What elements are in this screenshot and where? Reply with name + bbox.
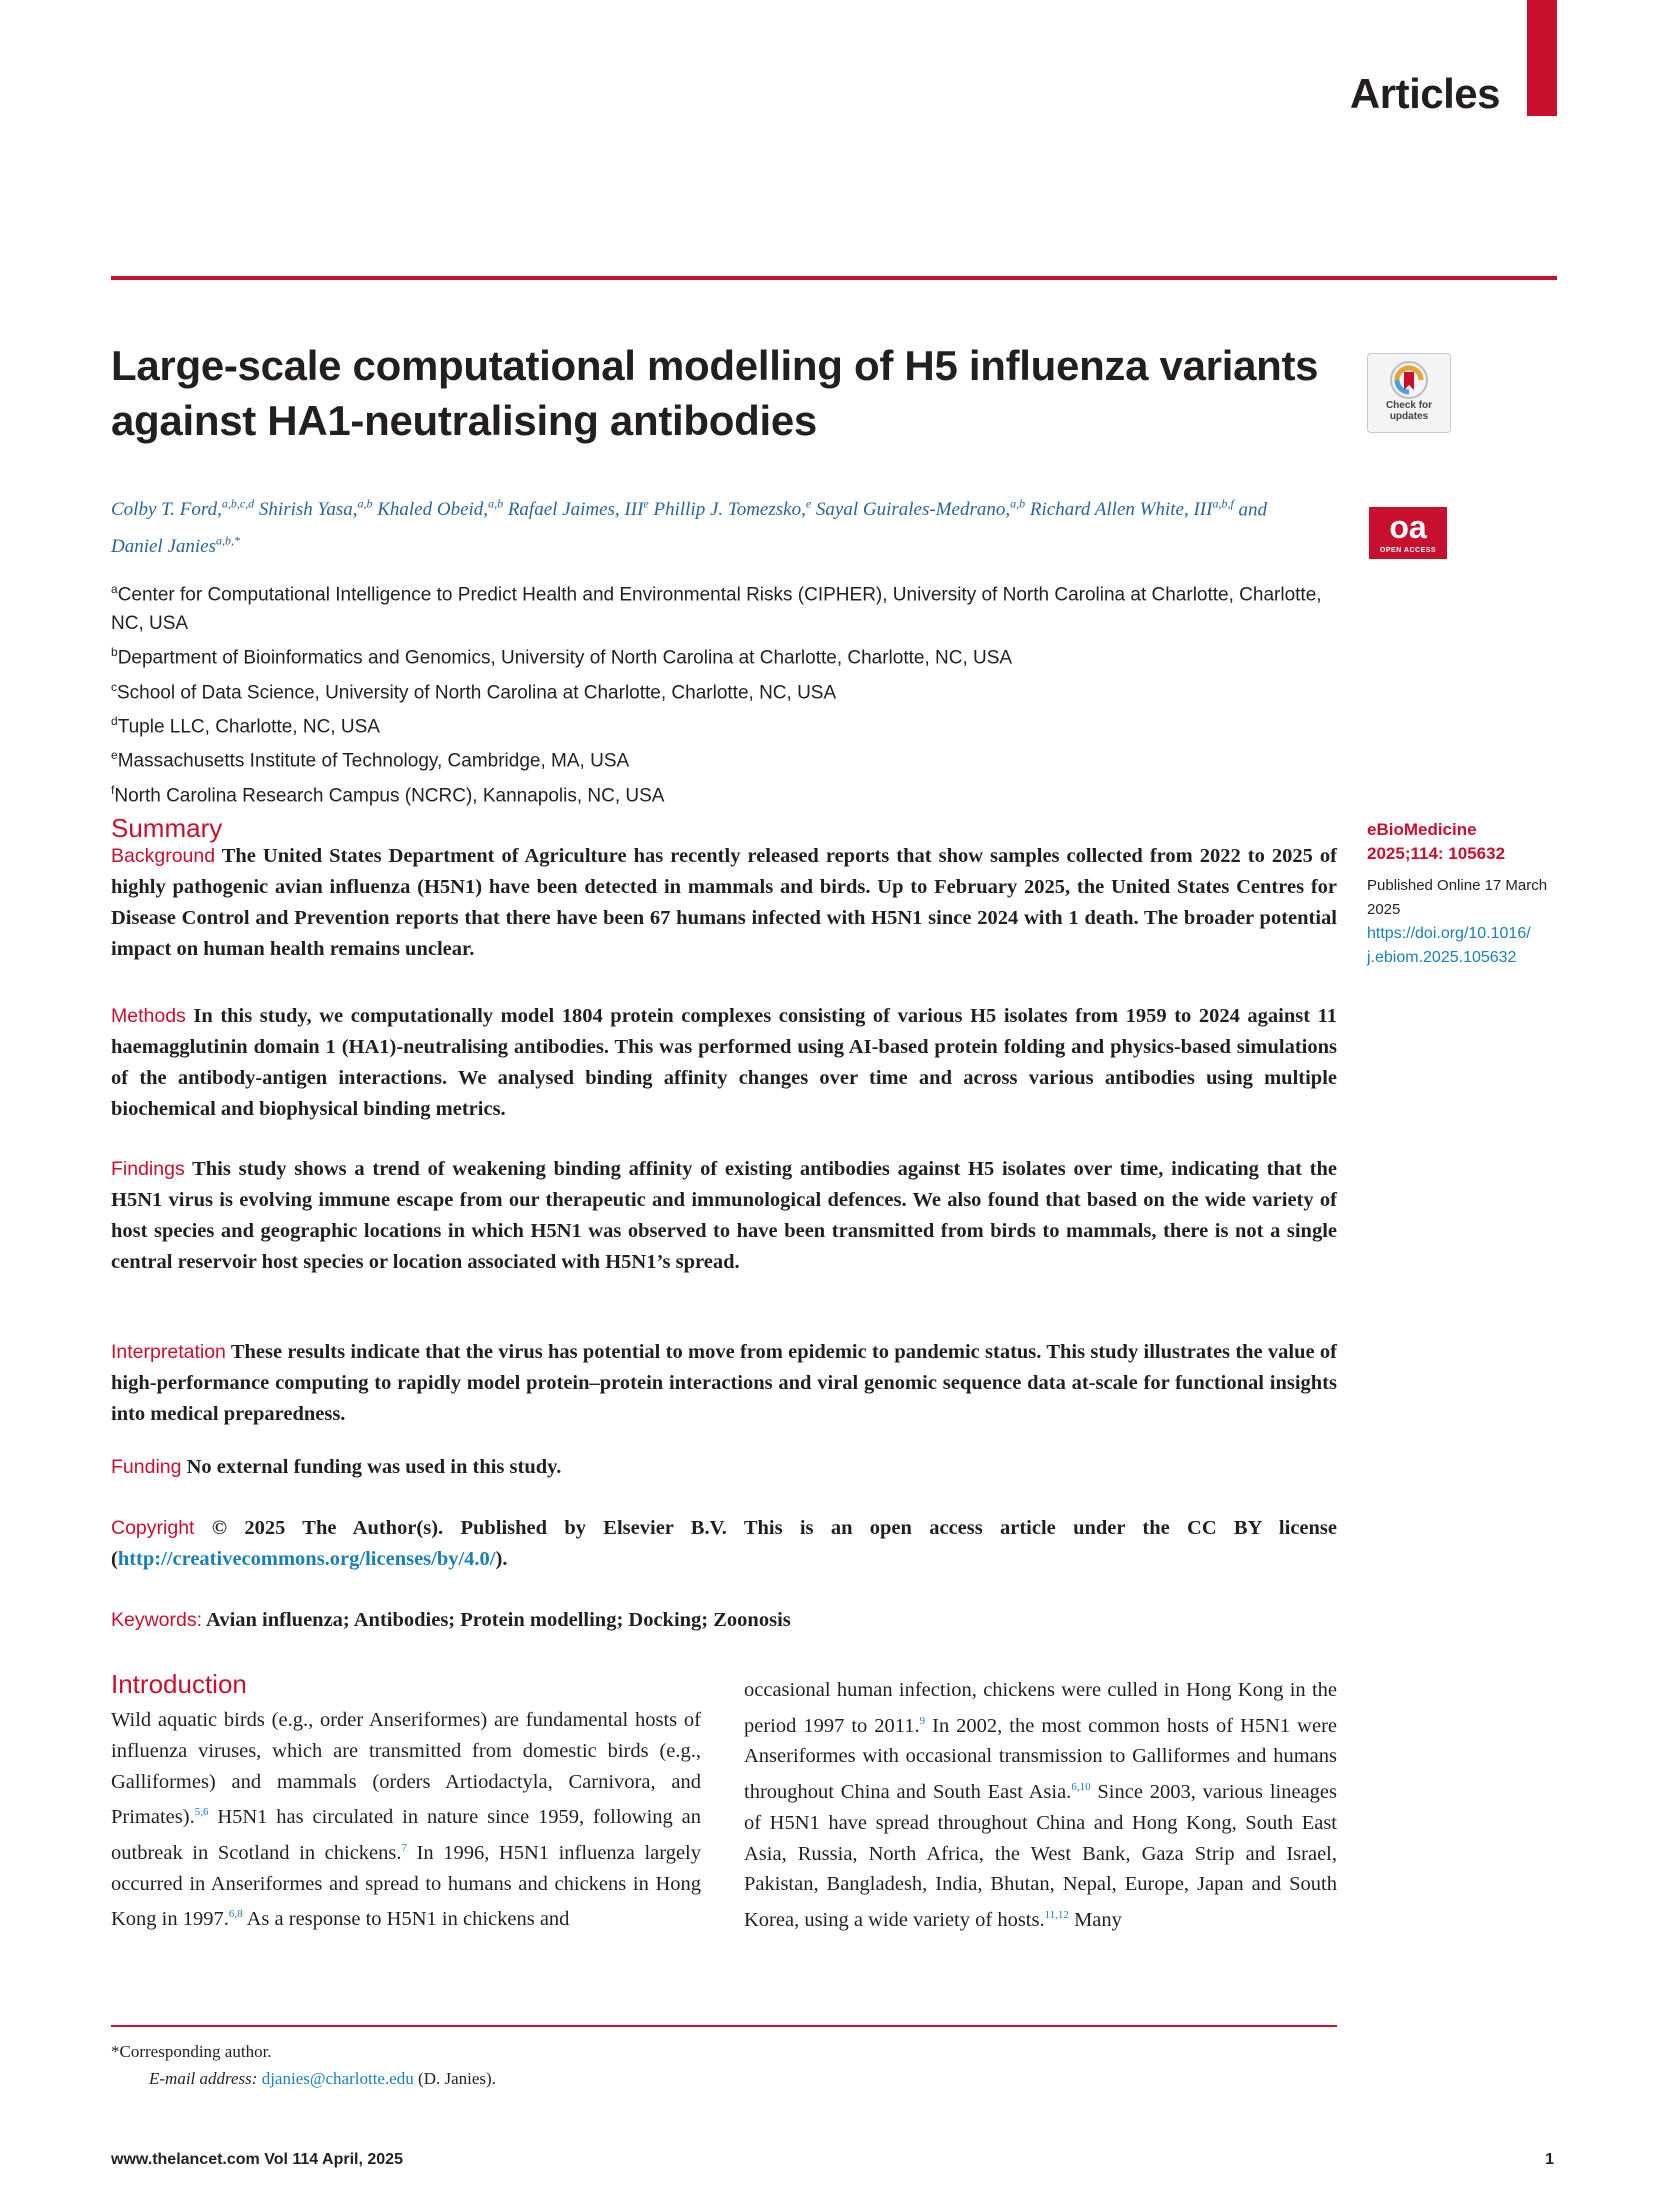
background-text: The United States Department of Agriculture has recently released reports that show samples collected from 2022 to 2025 of highly pathogenic avian influenza (H5N1) have been detected in mammals and birds. Up to February 2025, the United States Centres for Disease Control and Prevention reports that there have been 67 humans infected with H5N1 since 2024 with 1 death. The broader potential impact on human health remains unclear. bbox=[111, 845, 1337, 960]
header-rule bbox=[111, 276, 1557, 280]
header-accent-bar bbox=[1527, 0, 1557, 116]
author[interactable]: Rafael Jaimes, IIIe bbox=[507, 497, 649, 521]
methods-text: In this study, we computationally model 1804 protein complexes consisting of various H5 isolates from 1959 to 2024 against 11 haemagglutinin domain 1 (HA1)-neutralising antibodies. This was performed using AI-based protein folding and physics-based simulations of the antibody-antigen interactions. We analysed binding affinity changes over time and across various antibodies using multiple biochemical and biophysical binding metrics. bbox=[111, 1005, 1338, 1120]
published-online: Published Online 17 March 2025 bbox=[1367, 877, 1548, 918]
citation-ref[interactable]: 6,10 bbox=[1071, 1781, 1091, 1794]
affiliation: $^b$Department of Bioinformatics and Genomics, University of North Carolina at Charlotte, Charlotte, NC, USA bbox=[111, 645, 1013, 669]
intro-text: occasional human infection, chickens were culled in Hong Kong in the period 1997 to 2011. bbox=[744, 1679, 1337, 1737]
intro-text: Many bbox=[1068, 1909, 1122, 1932]
summary-background bbox=[111, 841, 1337, 965]
summary-heading: Summary bbox=[111, 813, 223, 843]
footnote bbox=[111, 2038, 1111, 2092]
section-label: Articles bbox=[1349, 70, 1500, 117]
intro-text: Since 2003, various lineages of H5N1 have spread throughout China and Hong Kong, South East Asia, Russia, North Africa, the West Bank, Gaza Strip and Israel, Pakistan, Bangladesh, India, Bhutan, Nepal, Europe, Japan and South Korea, using a wide variety of hosts. bbox=[744, 1781, 1337, 1932]
summary-funding bbox=[111, 1452, 1337, 1483]
check-for-updates-label: Check for updates bbox=[1385, 400, 1433, 422]
background-label: Background bbox=[111, 845, 216, 867]
author-conjunction: and bbox=[1238, 499, 1268, 521]
author[interactable]: Richard Allen White, III$^{a,b,f}$ bbox=[1029, 497, 1234, 521]
affiliations bbox=[111, 575, 1351, 810]
introduction-column-left bbox=[111, 1705, 701, 1935]
summary-findings bbox=[111, 1154, 1337, 1278]
author[interactable]: Shirish Yasa,$^{a,b}$ bbox=[258, 497, 373, 521]
license-link[interactable]: http://creativecommons.org/licenses/by/4.0/ bbox=[117, 1548, 496, 1570]
summary-interpretation bbox=[111, 1337, 1337, 1430]
page-number: 1 bbox=[1545, 2151, 1554, 2168]
findings-label: Findings bbox=[111, 1158, 185, 1180]
affiliation: $^e$Massachusetts Institute of Technology, Cambridge, MA, USA bbox=[111, 748, 630, 772]
citation-ref[interactable]: 7 bbox=[401, 1842, 407, 1855]
footer-source: www.thelancet.com Vol 114 April, 2025 bbox=[111, 2151, 403, 2168]
summary-copyright bbox=[111, 1513, 1337, 1575]
check-for-updates-button[interactable] bbox=[1367, 353, 1451, 433]
author[interactable]: Phillip J. Tomezsko,$^e$ bbox=[653, 497, 812, 521]
article-title: Large-scale computational modelling of H5 influenza variants against HA1-neutralising antibodies bbox=[111, 342, 1319, 444]
footnote-rule bbox=[111, 2025, 1337, 2027]
keywords-label: Keywords: bbox=[111, 1609, 203, 1631]
summary-methods bbox=[111, 1001, 1337, 1125]
citation-ref[interactable]: 9 bbox=[919, 1714, 926, 1727]
affiliation: $^a$Center for Computational Intelligence to Predict Health and Environmental Risks (CIPHER), University of North Carolina at Charlotte, Charlotte, NC, USA bbox=[111, 582, 1322, 635]
author[interactable]: Daniel Janies$^{a,b,*}$ bbox=[111, 533, 241, 557]
email-label: E-mail address: bbox=[149, 2069, 258, 2088]
introduction-column-right bbox=[744, 1675, 1337, 1936]
corresponding-author-note: *Corresponding author. bbox=[111, 2042, 272, 2061]
email-link[interactable]: djanies@charlotte.edu bbox=[261, 2069, 414, 2088]
citation-ref[interactable]: 11,12 bbox=[1044, 1909, 1069, 1922]
intro-text: In 1996, H5N1 influenza largely occurred in Anseriformes and spread to humans and chickens in Hong Kong in 1997. bbox=[111, 1841, 701, 1931]
intro-text: Wild aquatic birds (e.g., order Anseriformes) are fundamental hosts of influenza viruses, which are transmitted from domestic birds (e.g., Galliformes) and mammals (orders Artiodactyla, Carnivora, and Primates). bbox=[111, 1709, 701, 1829]
email-owner: (D. Janies). bbox=[418, 2069, 496, 2088]
journal-volume: 2025;114: 105632 bbox=[1367, 844, 1506, 863]
findings-text: This study shows a trend of weakening binding affinity of existing antibodies against H5 isolates over time, indicating that the H5N1 virus is evolving immune escape from our therapeutic and immunological defences. We also found that based on the wide variety of host species and geographic locations in which H5N1 was observed to have been transmitted from birds to mammals, there is not a single central reservoir host species or location associated with H5N1’s spread. bbox=[111, 1158, 1337, 1273]
article-sidebar bbox=[1367, 818, 1567, 970]
email-row bbox=[111, 2065, 1111, 2092]
copyright-text: © 2025 The Author(s). Published by Elsevier B.V. This is an open access article under the CC BY license ( bbox=[111, 1517, 1337, 1570]
interpretation-text: These results indicate that the virus has potential to move from epidemic to pandemic status. This study illustrates the value of high-performance computing to rapidly model protein–protein interactions and viral genomic sequence data at-scale for functional insights into medical preparedness. bbox=[111, 1341, 1337, 1425]
author-list bbox=[111, 489, 1351, 562]
author[interactable]: Sayal Guirales-Medrano,$^{a,b}$ bbox=[815, 497, 1026, 521]
citation-ref[interactable]: 6,8 bbox=[228, 1908, 243, 1921]
interpretation-label: Interpretation bbox=[111, 1341, 226, 1363]
affiliation: $^f$North Carolina Research Campus (NCRC), Kannapolis, NC, USA bbox=[111, 782, 665, 806]
author[interactable]: Khaled Obeid,$^{a,b}$ bbox=[377, 497, 504, 521]
summary-keywords bbox=[111, 1605, 1337, 1636]
funding-text: No external funding was used in this study. bbox=[186, 1456, 562, 1478]
citation-ref[interactable]: 5,6 bbox=[194, 1806, 209, 1819]
intro-text: As a response to H5N1 in chickens and bbox=[242, 1908, 570, 1931]
bookmark-ribbon-icon bbox=[1389, 360, 1429, 400]
affiliation: $^d$Tuple LLC, Charlotte, NC, USA bbox=[111, 713, 380, 738]
keywords-text: Avian influenza; Antibodies; Protein modelling; Docking; Zoonosis bbox=[206, 1609, 791, 1631]
doi-link[interactable]: https://doi.org/10.1016/j.ebiom.2025.105632 bbox=[1367, 925, 1531, 966]
funding-label: Funding bbox=[111, 1456, 182, 1478]
introduction-heading: Introduction bbox=[111, 1669, 247, 1699]
copyright-label: Copyright bbox=[111, 1517, 195, 1539]
methods-label: Methods bbox=[111, 1005, 186, 1027]
journal-name: eBioMedicine bbox=[1367, 820, 1477, 839]
author[interactable]: Colby T. Ford,$^{a,b,c,d}$ bbox=[111, 497, 255, 521]
copyright-end: ). bbox=[495, 1548, 508, 1570]
open-access-badge bbox=[1369, 507, 1447, 559]
intro-text: In 2002, the most common hosts of H5N1 were Anseriformes with occasional transmission to Galliformes and humans throughout China and South East Asia. bbox=[744, 1714, 1337, 1804]
open-access-logo: oa bbox=[1389, 509, 1427, 545]
open-access-label: OPEN ACCESS bbox=[1379, 547, 1437, 554]
affiliation: $^c$School of Data Science, University of North Carolina at Charlotte, Charlotte, NC, USA bbox=[111, 679, 837, 703]
intro-text: H5N1 has circulated in nature since 1959, following an outbreak in Scotland in chickens. bbox=[111, 1806, 701, 1864]
